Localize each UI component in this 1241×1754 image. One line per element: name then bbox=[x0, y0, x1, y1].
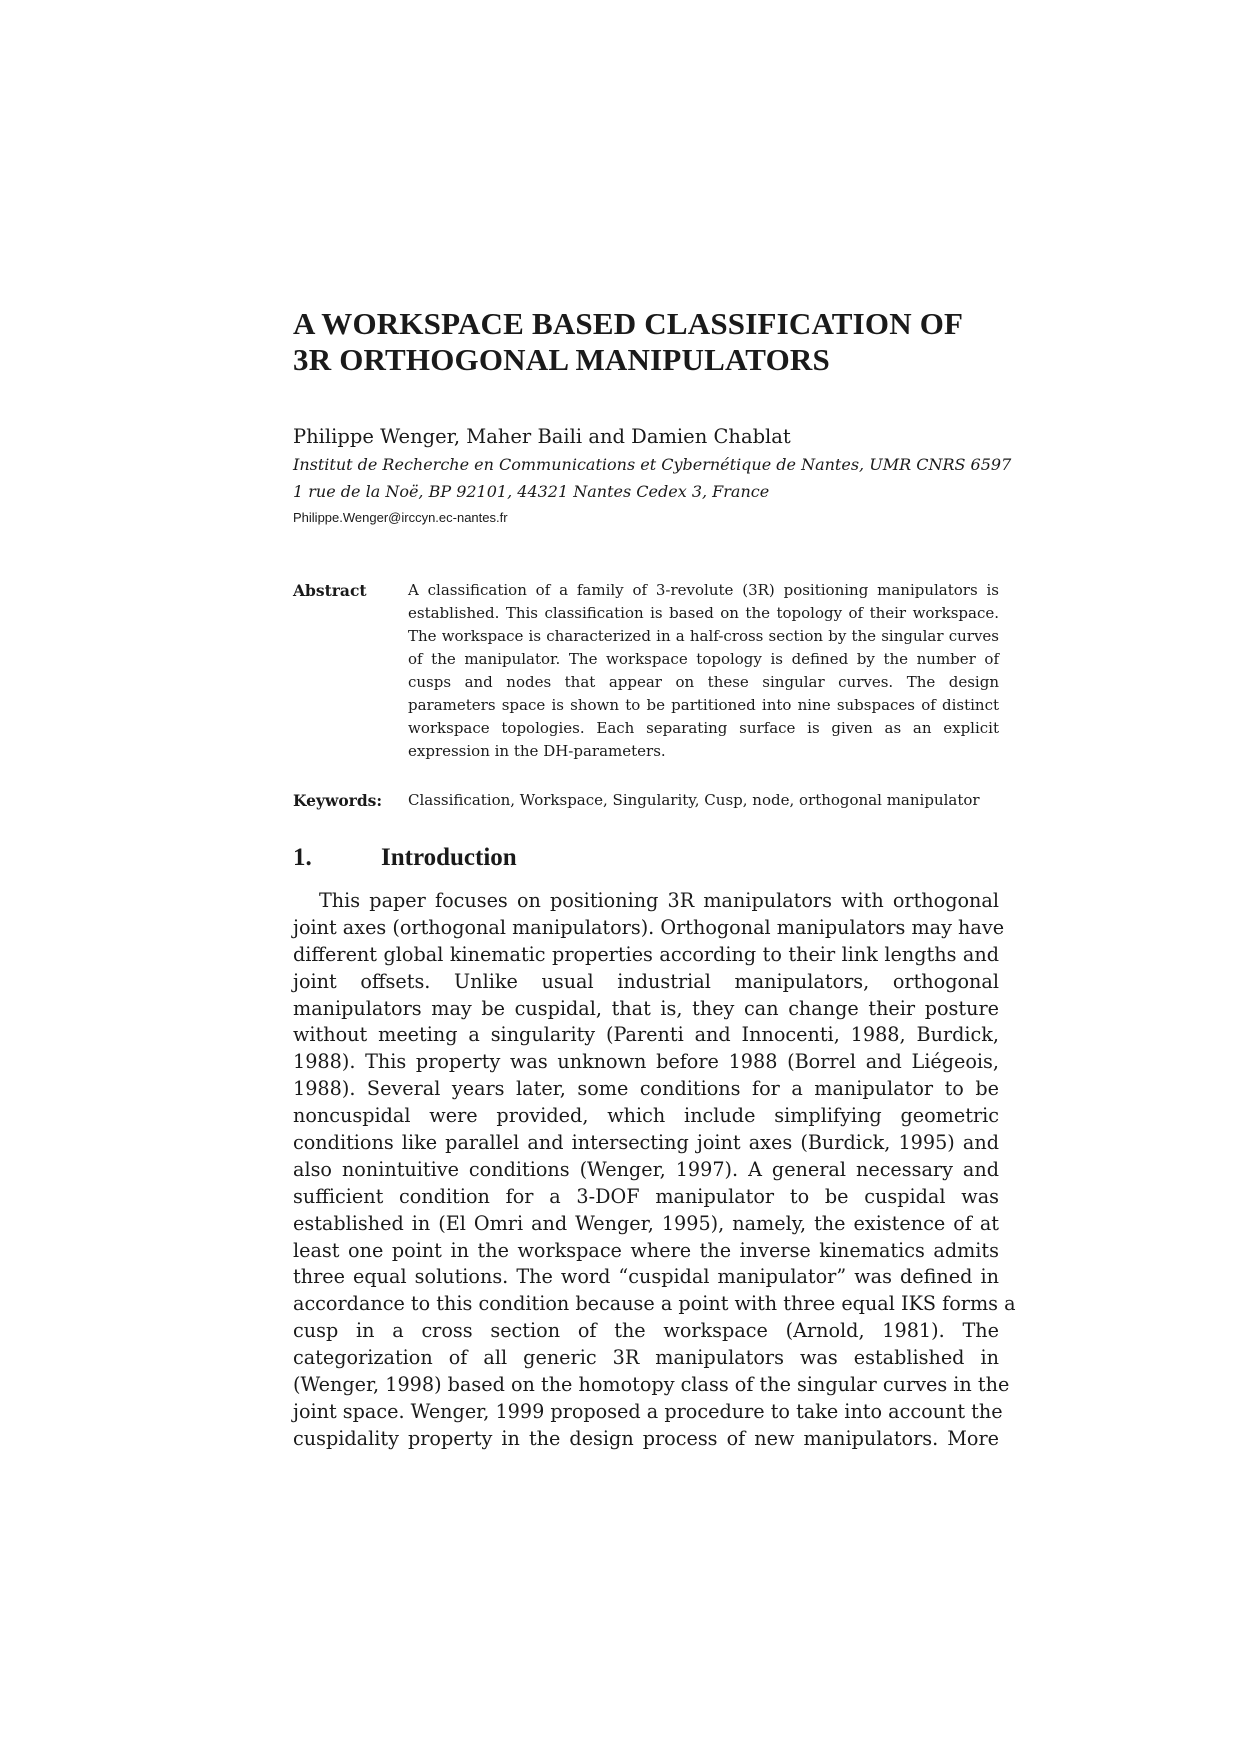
abstract-line: A classification of a family of 3-revolute (3R) positioning manipulators is bbox=[408, 581, 999, 599]
body-line: cusp in a cross section of the workspace (Arnold, 1981). The bbox=[293, 1319, 999, 1343]
abstract-line: The workspace is characterized in a half-cross section by the singular curves bbox=[408, 627, 999, 645]
section-title: Introduction bbox=[381, 844, 517, 871]
body-line: cuspidality property in the design process of new manipulators. More bbox=[293, 1426, 999, 1450]
paper-title bbox=[293, 306, 999, 378]
body-line: joint space. Wenger, 1999 proposed a procedure to take into account the bbox=[293, 1399, 1003, 1423]
body-line: conditions like parallel and intersecting joint axes (Burdick, 1995) and bbox=[293, 1131, 999, 1155]
affiliation-line-2: 1 rue de la Noë, BP 92101, 44321 Nantes Cedex 3, France bbox=[293, 482, 770, 501]
abstract-text bbox=[408, 579, 999, 763]
body-line: joint offsets. Unlike usual industrial manipulators, orthogonal bbox=[293, 969, 999, 993]
introduction-body bbox=[293, 888, 1016, 1453]
abstract-line: expression in the DH-parameters. bbox=[408, 742, 666, 760]
title-line-1: A WORKSPACE BASED CLASSIFICATION OF bbox=[293, 306, 964, 341]
section-number: 1. bbox=[293, 844, 312, 871]
body-line: categorization of all generic 3R manipulators was established in bbox=[293, 1346, 999, 1370]
body-line: established in (El Omri and Wenger, 1995), namely, the existence of at bbox=[293, 1211, 999, 1235]
abstract-label: Abstract bbox=[293, 581, 367, 600]
body-line: noncuspidal were provided, which include simplifying geometric bbox=[293, 1104, 999, 1128]
author-email: Philippe.Wenger@irccyn.ec-nantes.fr bbox=[293, 510, 508, 525]
body-line: (Wenger, 1998) based on the homotopy class of the singular curves in the bbox=[293, 1373, 1010, 1397]
body-line: sufficient condition for a 3-DOF manipulator to be cuspidal was bbox=[293, 1184, 999, 1208]
body-line: three equal solutions. The word “cuspidal manipulator” was defined in bbox=[293, 1265, 999, 1289]
body-line: joint axes (orthogonal manipulators). Orthogonal manipulators may have bbox=[293, 915, 1005, 939]
abstract-line: workspace topologies. Each separating surface is given as an explicit bbox=[408, 719, 999, 737]
body-line: manipulators may be cuspidal, that is, they can change their posture bbox=[293, 996, 999, 1020]
body-line: 1988). Several years later, some conditions for a manipulator to be bbox=[293, 1077, 999, 1101]
abstract-line: of the manipulator. The workspace topology is defined by the number of bbox=[408, 650, 999, 668]
body-line: least one point in the workspace where the inverse kinematics admits bbox=[293, 1238, 999, 1262]
keywords-label: Keywords: bbox=[293, 791, 383, 810]
authors: Philippe Wenger, Maher Baili and Damien Chablat bbox=[293, 425, 791, 448]
body-line: accordance to this condition because a point with three equal IKS forms a bbox=[293, 1292, 1016, 1316]
affiliation-line-1: Institut de Recherche en Communications et Cybernétique de Nantes, UMR CNRS 6597 bbox=[293, 455, 1012, 474]
abstract-line: cusps and nodes that appear on these singular curves. The design bbox=[408, 673, 999, 691]
body-line: This paper focuses on positioning 3R manipulators with orthogonal bbox=[319, 889, 999, 912]
body-line: 1988). This property was unknown before 1988 (Borrel and Liégeois, bbox=[293, 1050, 999, 1074]
abstract-line: established. This classification is based on the topology of their workspace. bbox=[408, 604, 999, 622]
body-line: different global kinematic properties according to their link lengths and bbox=[293, 942, 999, 966]
keywords-text: Classification, Workspace, Singularity, Cusp, node, orthogonal manipulator bbox=[408, 791, 980, 809]
section-heading bbox=[293, 843, 517, 873]
title-line-2: 3R ORTHOGONAL MANIPULATORS bbox=[293, 342, 830, 377]
abstract-line: parameters space is shown to be partitioned into nine subspaces of distinct bbox=[408, 696, 999, 714]
body-line: also nonintuitive conditions (Wenger, 1997). A general necessary and bbox=[293, 1157, 999, 1181]
body-line: without meeting a singularity (Parenti and Innocenti, 1988, Burdick, bbox=[293, 1023, 999, 1047]
